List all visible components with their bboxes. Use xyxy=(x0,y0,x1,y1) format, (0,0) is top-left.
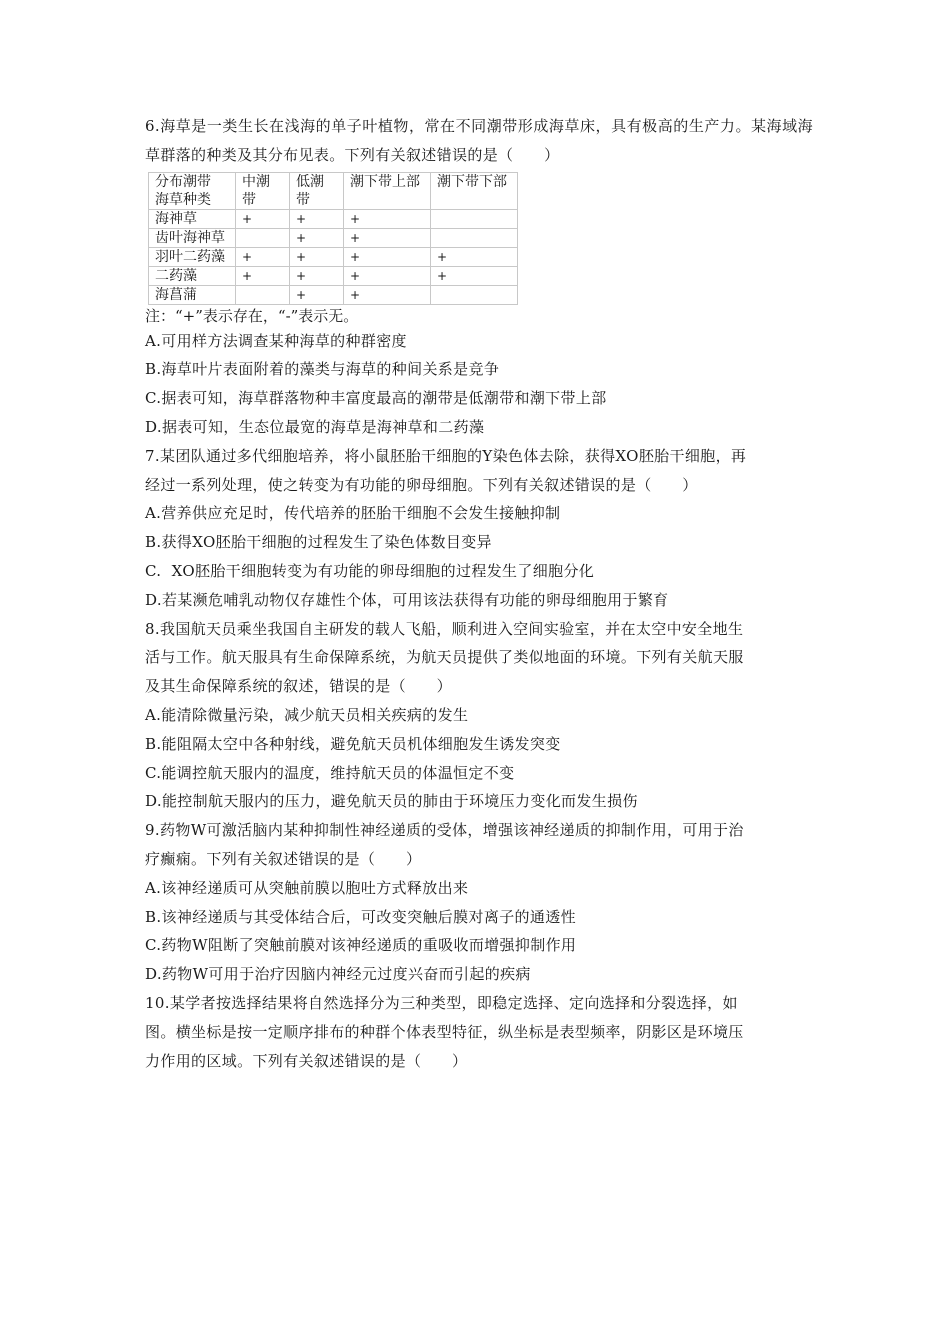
option-b: B.该神经递质与其受体结合后，可改变突触后膜对离子的通透性 xyxy=(145,907,576,926)
question-7-stem-line: 经过一系列处理，使之转变为有功能的卵母细胞。下列有关叙述错误的是（ ） xyxy=(145,475,698,494)
question-6-stem: 6.海草是一类生长在浅海的单子叶植物，常在不同潮带形成海草床，具有极高的生产力。某海域海草群落的种类及其分布见表。下列有关叙述错误的是（ ） xyxy=(145,117,813,164)
option-a: A.营养供应充足时，传代培养的胚胎干细胞不会发生接触抑制 xyxy=(145,504,561,523)
option-d: D.据表可知，生态位最宽的海草是海神草和二药藻 xyxy=(145,417,485,436)
option-d: D.若某濒危哺乳动物仅存雄性个体，可用该法获得有功能的卵母细胞用于繁育 xyxy=(145,590,669,609)
option-b: B.能阻隔太空中各种射线，避免航天员机体细胞发生诱发突变 xyxy=(145,734,561,753)
table-row xyxy=(149,209,518,228)
option-b: B.获得XO胚胎干细胞的过程发生了染色体数目变异 xyxy=(145,533,492,552)
row-species-name: 海菖蒲 xyxy=(149,285,236,304)
table-cell: + xyxy=(290,285,344,304)
table-header-diagonal xyxy=(149,172,236,209)
table-cell: + xyxy=(344,228,431,247)
table-cell xyxy=(431,228,518,247)
question-8 xyxy=(145,615,813,817)
table-row xyxy=(149,228,518,247)
question-8-stem-line: 及其生命保障系统的叙述，错误的是（ ） xyxy=(145,677,453,696)
option-b: B.海草叶片表面附着的藻类与海草的种间关系是竞争 xyxy=(145,360,500,379)
header-species-label: 海草种类 xyxy=(155,191,211,208)
question-9-stem-line: 9.药物W可激活脑内某种抑制性神经递质的受体，增强该神经递质的抑制作用，可用于治 xyxy=(145,821,744,840)
option-a: A.该神经递质可从突触前膜以胞吐方式释放出来 xyxy=(145,878,469,897)
table-cell: + xyxy=(290,247,344,266)
question-8-stem-line: 活与工作。航天服具有生命保障系统，为航天员提供了类似地面的环境。下列有关航天服 xyxy=(145,648,744,667)
option-a: A.可用样方法调查某种海草的种群密度 xyxy=(145,331,407,350)
table-cell: + xyxy=(344,285,431,304)
column-header: 中潮带 xyxy=(236,172,290,209)
table-note: 注：“+”表示存在，“-”表示无。 xyxy=(145,306,359,325)
option-d: D.能控制航天服内的压力，避免航天员的肺由于环境压力变化而发生损伤 xyxy=(145,792,638,811)
table-header-row xyxy=(149,172,518,209)
question-10 xyxy=(145,989,813,1075)
table-cell xyxy=(236,285,290,304)
row-species-name: 二药藻 xyxy=(149,266,236,285)
column-header: 潮下带下部 xyxy=(431,172,518,209)
header-tide-zone-label: 分布潮带 xyxy=(155,173,211,190)
table-cell xyxy=(431,209,518,228)
question-6 xyxy=(145,112,813,442)
table-cell: + xyxy=(236,247,290,266)
option-c: C. XO胚胎干细胞转变为有功能的卵母细胞的过程发生了细胞分化 xyxy=(145,561,595,580)
table-cell xyxy=(236,228,290,247)
table-cell xyxy=(431,285,518,304)
question-10-stem-line: 图。横坐标是按一定顺序排布的种群个体表型特征，纵坐标是表型频率，阴影区是环境压 xyxy=(145,1022,744,1041)
table-row xyxy=(149,285,518,304)
question-8-stem-line: 8.我国航天员乘坐我国自主研发的载人飞船，顺利进入空间实验室，并在太空中安全地生 xyxy=(145,619,744,638)
table-cell: + xyxy=(431,247,518,266)
question-9-stem-line: 疗癫痫。下列有关叙述错误的是（ ） xyxy=(145,849,422,868)
row-species-name: 羽叶二药藻 xyxy=(149,247,236,266)
column-header: 潮下带上部 xyxy=(344,172,431,209)
option-d: D.药物W可用于治疗因脑内神经元过度兴奋而引起的疾病 xyxy=(145,965,531,984)
table-cell: + xyxy=(290,266,344,285)
exam-page xyxy=(145,112,813,1075)
question-10-stem-line: 10.某学者按选择结果将自然选择分为三种类型，即稳定选择、定向选择和分裂选择，如 xyxy=(145,993,738,1012)
seagrass-distribution-table xyxy=(148,172,518,305)
table-row xyxy=(149,247,518,266)
table-cell: + xyxy=(290,228,344,247)
option-c: C.药物W阻断了突触前膜对该神经递质的重吸收而增强抑制作用 xyxy=(145,936,577,955)
table-cell: + xyxy=(236,266,290,285)
option-a: A.能清除微量污染，减少航天员相关疾病的发生 xyxy=(145,705,469,724)
table-cell: + xyxy=(431,266,518,285)
table-row xyxy=(149,266,518,285)
table-cell: + xyxy=(236,209,290,228)
question-9 xyxy=(145,816,813,989)
table-cell: + xyxy=(290,209,344,228)
question-7 xyxy=(145,442,813,615)
column-header: 低潮带 xyxy=(290,172,344,209)
table-cell: + xyxy=(344,209,431,228)
option-c: C.能调控航天服内的温度，维持航天员的体温恒定不变 xyxy=(145,763,515,782)
table-cell: + xyxy=(344,266,431,285)
table-cell: + xyxy=(344,247,431,266)
row-species-name: 海神草 xyxy=(149,209,236,228)
question-7-stem-line: 7.某团队通过多代细胞培养，将小鼠胚胎干细胞的Y染色体去除，获得XO胚胎干细胞，再 xyxy=(145,446,747,465)
question-10-stem-line: 力作用的区域。下列有关叙述错误的是（ ） xyxy=(145,1051,468,1070)
option-c: C.据表可知，海草群落物种丰富度最高的潮带是低潮带和潮下带上部 xyxy=(145,389,607,408)
row-species-name: 齿叶海神草 xyxy=(149,228,236,247)
